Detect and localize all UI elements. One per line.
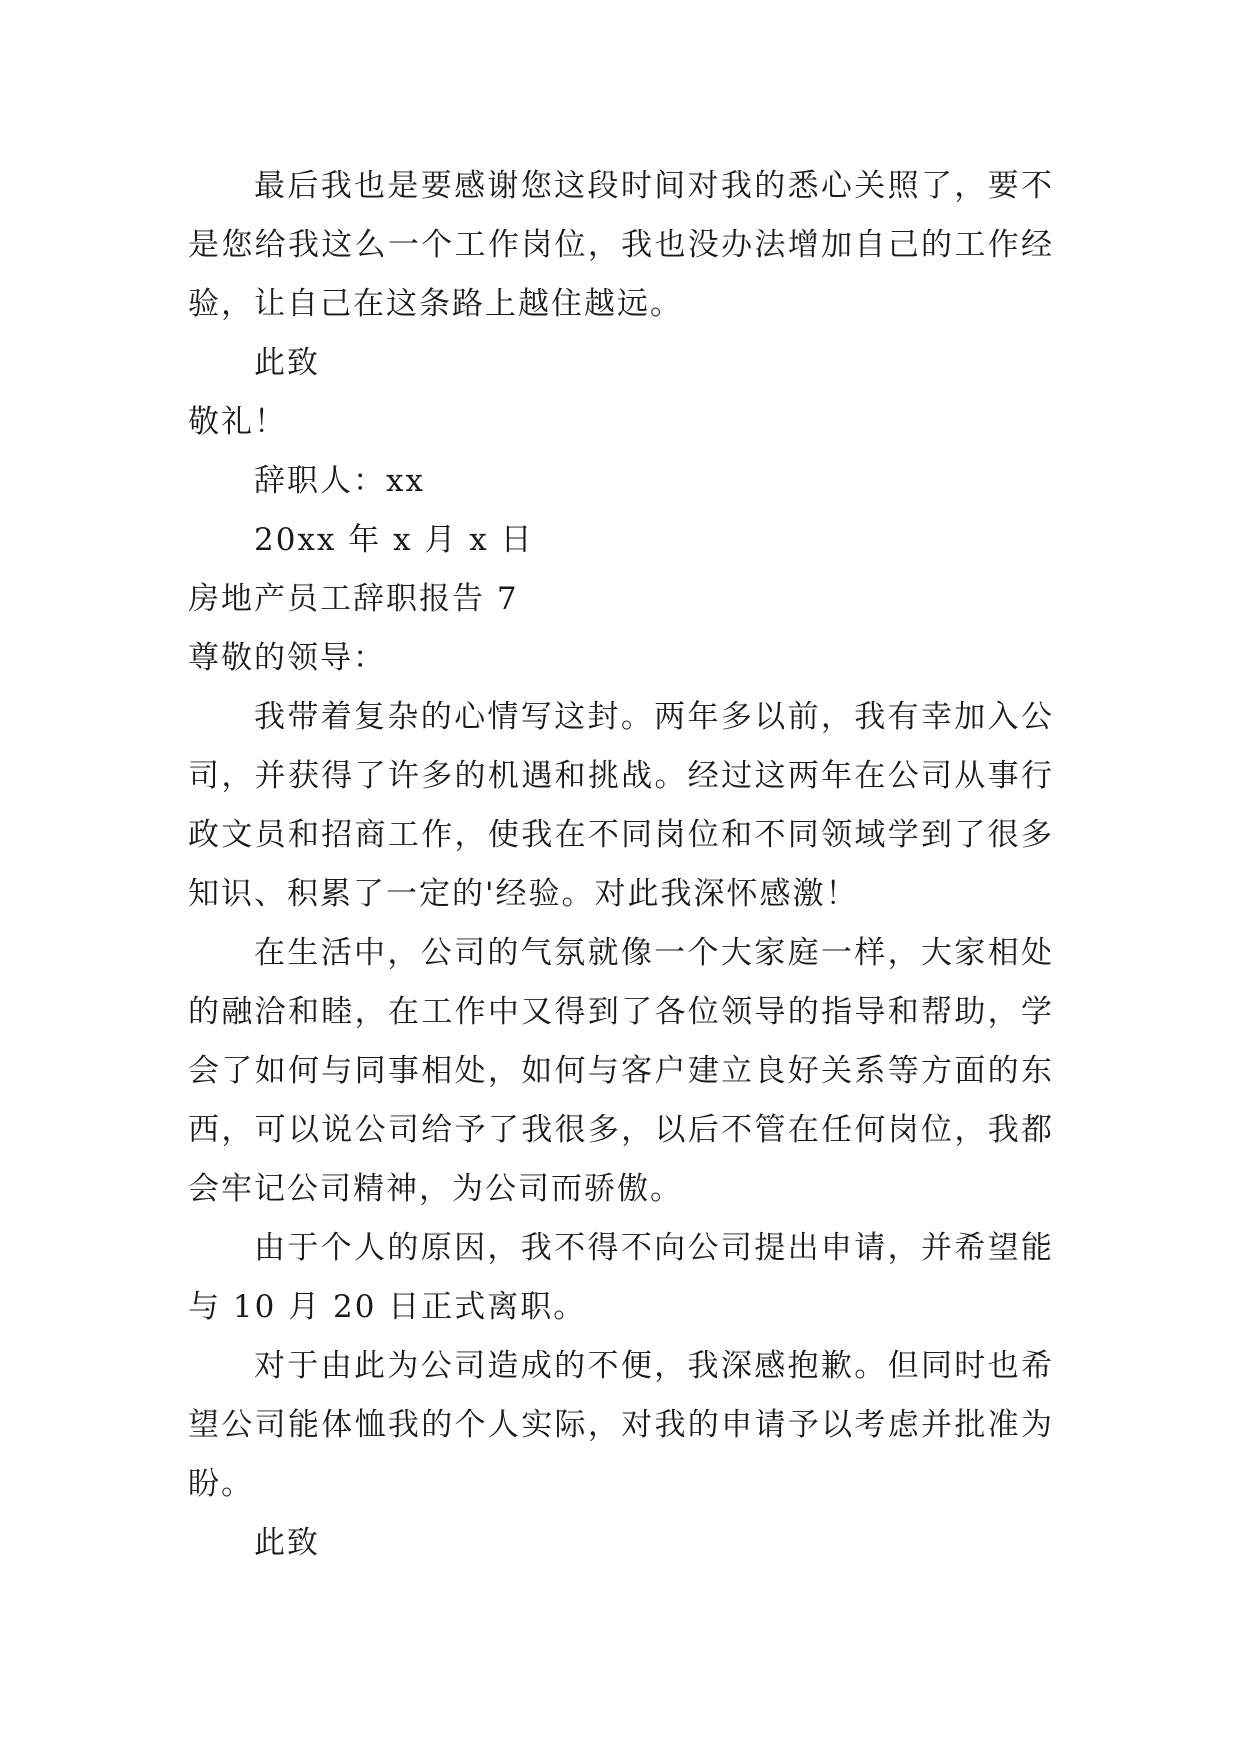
signature-line: 辞职人：xx (254, 463, 425, 499)
greeting: 尊敬的领导： (188, 640, 386, 676)
document-body (188, 157, 1054, 1573)
closing-regards: 敬礼！ (188, 404, 287, 440)
paragraph-intro: 我带着复杂的心情写这封。两年多以前，我有幸加入公司，并获得了许多的机遇和挑战。经过这两年在公司从事行政文员和招商工作，使我在不同岗位和不同领域学到了很多知识、积累了一定的'经验。对此我深怀感激！ (188, 699, 1054, 912)
paragraph-life: 在生活中，公司的气氛就像一个大家庭一样，大家相处的融洽和睦，在工作中又得到了各位领导的指导和帮助，学会了如何与同事相处，如何与客户建立良好关系等方面的东西，可以说公司给予了我很多，以后不管在任何岗位，我都会牢记公司精神，为公司而骄傲。 (188, 935, 1054, 1207)
date-line: 20xx 年 x 月 x 日 (254, 522, 534, 558)
closing-salutation: 此致 (254, 345, 320, 381)
paragraph-reason: 由于个人的原因，我不得不向公司提出申请，并希望能与 10 月 20 日正式离职。 (188, 1230, 1054, 1325)
paragraph-gratitude: 最后我也是要感谢您这段时间对我的悉心关照了，要不是您给我这么一个工作岗位，我也没办法增加自己的工作经验，让自己在这条路上越住越远。 (188, 168, 1054, 322)
paragraph-apology: 对于由此为公司造成的不便，我深感抱歉。但同时也希望公司能体恤我的个人实际，对我的申请予以考虑并批准为盼。 (188, 1348, 1054, 1502)
section-title: 房地产员工辞职报告 7 (188, 581, 519, 617)
closing-salutation-2: 此致 (254, 1525, 320, 1561)
